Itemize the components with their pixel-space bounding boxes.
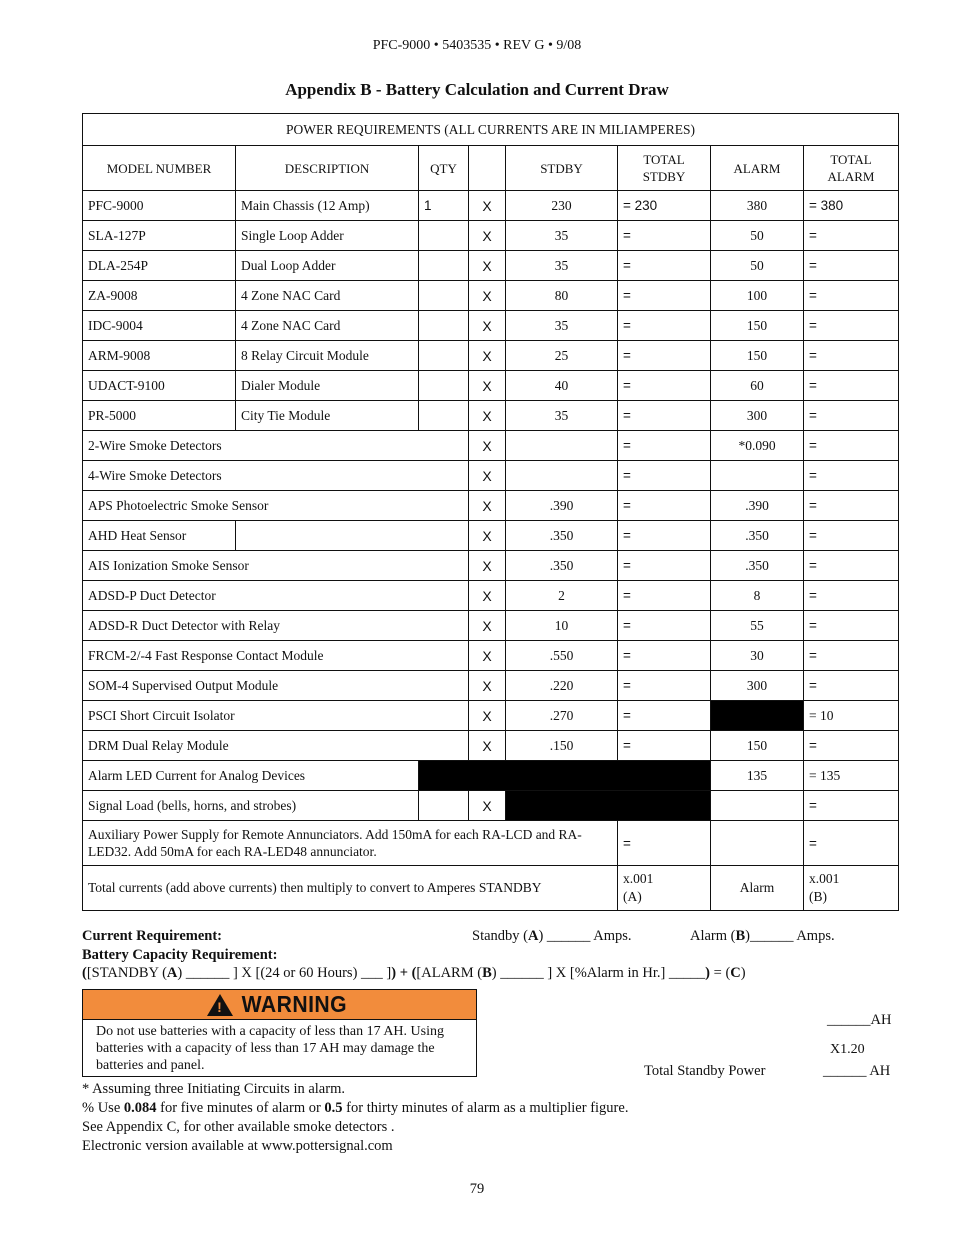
- stdby-value: 35: [506, 221, 618, 251]
- total-stdby-value: =: [618, 251, 711, 281]
- total-stdby-value: =: [618, 341, 711, 371]
- alarm-value: 300: [711, 401, 804, 431]
- total-alarm-value: =: [804, 551, 899, 581]
- device-label: Alarm LED Current for Analog Devices: [83, 761, 419, 791]
- total-stdby-value: = 230: [618, 191, 711, 221]
- multiply-sign: X: [469, 311, 506, 341]
- total-stdby-value: =: [618, 521, 711, 551]
- note-multiplier: % Use 0.084 for five minutes of alarm or 0.5 for thirty minutes of alarm as a multiplier figure.: [82, 1100, 629, 1116]
- total-alarm-value: = 10: [804, 701, 899, 731]
- stdby-value: 2: [506, 581, 618, 611]
- device-label: FRCM-2/-4 Fast Response Contact Module: [83, 641, 469, 671]
- total-stdby-value: =: [618, 581, 711, 611]
- device-label: APS Photoelectric Smoke Sensor: [83, 491, 469, 521]
- description: Dialer Module: [236, 371, 419, 401]
- header-qty: QTY: [419, 146, 469, 191]
- alarm-value: 30: [711, 641, 804, 671]
- total-alarm-value: =: [804, 791, 899, 821]
- multiply-sign: X: [469, 401, 506, 431]
- total-stdby-value: =: [618, 311, 711, 341]
- alarm-amps: Alarm (B)______ Amps.: [690, 928, 835, 944]
- page-title: Appendix B - Battery Calculation and Current Draw: [285, 80, 669, 99]
- total-stdby-value: =: [618, 731, 711, 761]
- description: Single Loop Adder: [236, 221, 419, 251]
- qty-cell: [419, 791, 469, 821]
- header-total-stdby: TOTAL STDBY: [618, 146, 711, 191]
- note-electronic: Electronic version available at www.pottersignal.com: [82, 1138, 393, 1154]
- model-number: ZA-9008: [83, 281, 236, 311]
- qty-value: [419, 401, 469, 431]
- alarm-value: 135: [711, 761, 804, 791]
- stdby-value: .550: [506, 641, 618, 671]
- table-row: [83, 611, 899, 641]
- multiply-sign: X: [469, 341, 506, 371]
- multiply-sign: X: [469, 641, 506, 671]
- battery-formula: ([STANDBY (A) ______ ] X [(24 or 60 Hours) ___ ]) + ([ALARM (B) ______ ] X [%Alarm in Hr.] _____) = (C): [82, 965, 746, 981]
- alarm-value: 150: [711, 731, 804, 761]
- multiply-sign: X: [469, 221, 506, 251]
- multiply-sign: X: [469, 671, 506, 701]
- page-number: 79: [469, 1181, 485, 1197]
- table-row: [83, 761, 899, 791]
- alarm-letter: (B): [809, 889, 827, 904]
- alarm-value: 50: [711, 221, 804, 251]
- total-stdby-value: =: [618, 401, 711, 431]
- multiply-sign: X: [469, 191, 506, 221]
- table-row: [83, 671, 899, 701]
- table-row: [83, 581, 899, 611]
- table-row: [83, 371, 899, 401]
- description: 4 Zone NAC Card: [236, 311, 419, 341]
- table-row: [83, 701, 899, 731]
- current-requirement-line: [82, 927, 898, 946]
- device-label: ADSD-P Duct Detector: [83, 581, 469, 611]
- note-assumption: * Assuming three Initiating Circuits in alarm.: [82, 1081, 345, 1097]
- multiply-sign: X: [469, 611, 506, 641]
- device-label: ADSD-R Duct Detector with Relay: [83, 611, 469, 641]
- stdby-value: [506, 461, 618, 491]
- alarm-value: [711, 461, 804, 491]
- warning-triangle-icon: !: [207, 994, 233, 1016]
- multiply-sign: X: [469, 581, 506, 611]
- table-row: [83, 521, 899, 551]
- alarm-value: 150: [711, 311, 804, 341]
- total-stdby-value: =: [618, 611, 711, 641]
- model-number: SLA-127P: [83, 221, 236, 251]
- table-caption: POWER REQUIREMENTS (ALL CURRENTS ARE IN MILIAMPERES): [83, 114, 899, 146]
- total-alarm-value: =: [804, 341, 899, 371]
- multiply-sign: X: [469, 461, 506, 491]
- multiply-sign: X: [469, 791, 506, 821]
- model-number: IDC-9004: [83, 311, 236, 341]
- alarm-value: *0.090: [711, 431, 804, 461]
- model-number: ARM-9008: [83, 341, 236, 371]
- description: Dual Loop Adder: [236, 251, 419, 281]
- total-standby-power-label: Total Standby Power: [644, 1063, 766, 1079]
- header-stdby: STDBY: [506, 146, 618, 191]
- note-appendix: See Appendix C, for other available smoke detectors .: [82, 1119, 395, 1135]
- alarm-label: Alarm: [711, 866, 804, 911]
- total-stdby-value: =: [618, 701, 711, 731]
- stdby-value: 80: [506, 281, 618, 311]
- current-requirement-label: Current Requirement:: [82, 928, 223, 944]
- multiply-sign: X: [469, 251, 506, 281]
- alarm-value: 100: [711, 281, 804, 311]
- notes: [82, 1080, 902, 1156]
- qty-value: [419, 341, 469, 371]
- table-row: [83, 791, 899, 821]
- warning-box: [82, 989, 477, 1077]
- empty-cell: [236, 521, 469, 551]
- totals-row: [83, 866, 899, 911]
- multiplier-value: X1.20: [830, 1042, 865, 1057]
- total-alarm-value: =: [804, 461, 899, 491]
- qty-value: 1: [419, 191, 469, 221]
- table-row: [83, 341, 899, 371]
- total-alarm-value: =: [804, 731, 899, 761]
- table-row: [83, 221, 899, 251]
- device-label: DRM Dual Relay Module: [83, 731, 469, 761]
- multiply-sign: X: [469, 731, 506, 761]
- description: Main Chassis (12 Amp): [236, 191, 419, 221]
- total-stdby-value: =: [618, 281, 711, 311]
- device-label: AHD Heat Sensor: [83, 521, 236, 551]
- table-row: [83, 461, 899, 491]
- total-stdby-value: =: [618, 371, 711, 401]
- device-label: PSCI Short Circuit Isolator: [83, 701, 469, 731]
- table-row: [83, 401, 899, 431]
- aux-power-label: Auxiliary Power Supply for Remote Annunciators. Add 150mA for each RA-LCD and RA-LED32. Add 50mA for each RA-LED48 annunciator.: [83, 821, 618, 866]
- total-alarm-value: = 135: [804, 761, 899, 791]
- table-row: [83, 821, 899, 866]
- standby-multiplier: [618, 866, 711, 911]
- alarm-value: [711, 821, 804, 866]
- stdby-value: .350: [506, 551, 618, 581]
- multiply-sign: X: [469, 281, 506, 311]
- description: 8 Relay Circuit Module: [236, 341, 419, 371]
- total-alarm-value: =: [804, 311, 899, 341]
- stdby-value: .270: [506, 701, 618, 731]
- qty-value: [419, 281, 469, 311]
- total-stdby-value: =: [618, 461, 711, 491]
- description: City Tie Module: [236, 401, 419, 431]
- total-alarm-value: =: [804, 641, 899, 671]
- alarm-value: 8: [711, 581, 804, 611]
- stdby-value: .390: [506, 491, 618, 521]
- multiply-sign: X: [469, 431, 506, 461]
- table-row: [83, 731, 899, 761]
- stdby-value: .150: [506, 731, 618, 761]
- total-stdby-value: =: [618, 551, 711, 581]
- device-label: SOM-4 Supervised Output Module: [83, 671, 469, 701]
- model-number: PFC-9000: [83, 191, 236, 221]
- total-alarm-value: =: [804, 221, 899, 251]
- total-alarm-value: =: [804, 521, 899, 551]
- table-row: [83, 251, 899, 281]
- model-number: UDACT-9100: [83, 371, 236, 401]
- total-alarm-value: =: [804, 821, 899, 866]
- total-stdby-value: =: [618, 491, 711, 521]
- alarm-value: 55: [711, 611, 804, 641]
- alarm-value: 150: [711, 341, 804, 371]
- total-alarm-value: =: [804, 251, 899, 281]
- stdby-value: .220: [506, 671, 618, 701]
- model-number: PR-5000: [83, 401, 236, 431]
- total-alarm-value: =: [804, 401, 899, 431]
- device-label: 4-Wire Smoke Detectors: [83, 461, 469, 491]
- stdby-value: 230: [506, 191, 618, 221]
- battery-capacity-label: Battery Capacity Requirement:: [82, 946, 278, 963]
- table-row: [83, 311, 899, 341]
- alarm-value: .350: [711, 551, 804, 581]
- alarm-multiplier: [804, 866, 899, 911]
- table-row: [83, 491, 899, 521]
- total-stdby-value: =: [618, 671, 711, 701]
- alarm-value: 300: [711, 671, 804, 701]
- table-row: [83, 641, 899, 671]
- table-row: [83, 431, 899, 461]
- stdby-value: 40: [506, 371, 618, 401]
- total-stdby-value: =: [618, 221, 711, 251]
- alarm-mult: x.001: [809, 871, 840, 886]
- total-alarm-value: =: [804, 371, 899, 401]
- standby-letter: (A): [623, 889, 642, 904]
- table-row: [83, 551, 899, 581]
- alarm-value: .350: [711, 521, 804, 551]
- header-total-alarm: TOTAL ALARM: [804, 146, 899, 191]
- alarm-value: .390: [711, 491, 804, 521]
- stdby-value: 10: [506, 611, 618, 641]
- device-label: AIS Ionization Smoke Sensor: [83, 551, 469, 581]
- alarm-value: 50: [711, 251, 804, 281]
- header-multiplier: [469, 146, 506, 191]
- total-alarm-value: =: [804, 611, 899, 641]
- device-label: 2-Wire Smoke Detectors: [83, 431, 469, 461]
- power-requirements-table: [82, 113, 899, 911]
- description: 4 Zone NAC Card: [236, 281, 419, 311]
- total-alarm-value: = 380: [804, 191, 899, 221]
- stdby-value: [506, 431, 618, 461]
- alarm-value: 380: [711, 191, 804, 221]
- blacked-out-cell: [506, 791, 711, 821]
- totals-label: Total currents (add above currents) then multiply to convert to Amperes STANDBY: [83, 866, 618, 911]
- total-standby-power-value: ______ AH: [823, 1063, 891, 1079]
- header-model: MODEL NUMBER: [83, 146, 236, 191]
- device-label: Signal Load (bells, horns, and strobes): [83, 791, 419, 821]
- standby-amps: Standby (A) ______ Amps.: [472, 928, 632, 944]
- header-alarm: ALARM: [711, 146, 804, 191]
- requirement-block: [82, 927, 898, 983]
- multiply-sign: X: [469, 491, 506, 521]
- qty-value: [419, 371, 469, 401]
- total-alarm-value: =: [804, 491, 899, 521]
- warning-header: [83, 990, 476, 1020]
- table-header-row: [83, 146, 899, 191]
- stdby-value: 35: [506, 401, 618, 431]
- total-stdby-value: =: [618, 431, 711, 461]
- total-alarm-value: =: [804, 431, 899, 461]
- total-stdby-value: =: [618, 641, 711, 671]
- table-row: [83, 191, 899, 221]
- standby-mult: x.001: [623, 871, 654, 886]
- total-alarm-value: =: [804, 281, 899, 311]
- document-header: PFC-9000 • 5403535 • REV G • 9/08: [372, 38, 582, 53]
- multiply-sign: X: [469, 371, 506, 401]
- qty-value: [419, 221, 469, 251]
- model-number: DLA-254P: [83, 251, 236, 281]
- table-row: [83, 281, 899, 311]
- multiply-sign: X: [469, 521, 506, 551]
- warning-label: WARNING: [241, 991, 348, 1017]
- blacked-out-cell: [711, 701, 804, 731]
- qty-value: [419, 311, 469, 341]
- total-alarm-value: =: [804, 581, 899, 611]
- alarm-value: 60: [711, 371, 804, 401]
- alarm-value: [711, 791, 804, 821]
- blacked-out-cell: [419, 761, 711, 791]
- total-stdby-value: =: [618, 821, 711, 866]
- ah-line: ______AH: [827, 1012, 892, 1028]
- stdby-value: 35: [506, 311, 618, 341]
- stdby-value: .350: [506, 521, 618, 551]
- stdby-value: 35: [506, 251, 618, 281]
- header-description: DESCRIPTION: [236, 146, 419, 191]
- multiply-sign: X: [469, 551, 506, 581]
- stdby-value: 25: [506, 341, 618, 371]
- total-alarm-value: =: [804, 671, 899, 701]
- warning-text: Do not use batteries with a capacity of less than 17 AH. Using batteries with a capacity of less than 17 AH may damage the batteries and panel.: [96, 1024, 444, 1073]
- qty-value: [419, 251, 469, 281]
- multiply-sign: X: [469, 701, 506, 731]
